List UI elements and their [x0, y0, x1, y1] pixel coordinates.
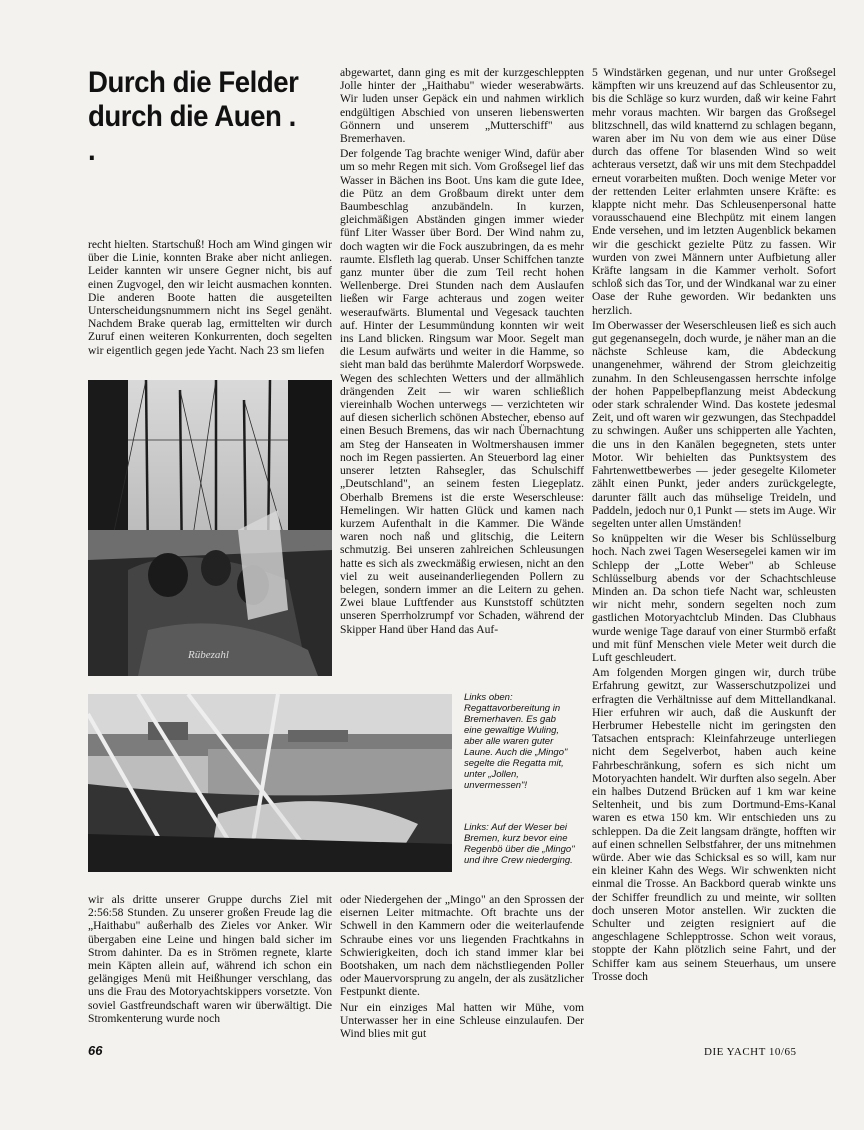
- hull-name-label: Rübezahl: [188, 649, 229, 661]
- paragraph: Im Oberwasser der Weserschleusen ließ es sich auch gut gegenansegeln, doch wurde, je näher man an die nächste Schleuse kam, die Abdeckung unangenehmer, während der Strom gleichzeitig zunahm. In den Schleusengassen herrschte infolge der hohen Pappelbepflanzung meist Abdeckung oder stark schralender Wind. Das kostete jedesmal Zeit, und oft waren wir gezwungen, das Stechpaddel zu schwingen. Außer uns schipperten alle Yachten, die uns in den Kanälen begegneten, stets unter Motor. Wir behielten das Punktsystem des Fahrtenwettbewerbes — jeder gesegelte Kilometer zählt einen Punkt, jeder anders zurückgelegte, darunter fällt auch das mühselige Treideln, und Paddeln, jedoch nur 0,1 Punkt — stets im Auge. Wir segelten unter allen Umständen!: [592, 318, 836, 530]
- photo-caption-top: Links oben: Regattavorbereitung in Bremerhaven. Es gab eine gewaltige Wuling, aber alle waren guter Laune. Auch die „Mingo" segelte die Regatta mit, unter „Jollen, unvermessen"!: [464, 692, 568, 791]
- photo-regatta-harbor: [88, 380, 332, 676]
- photo-caption-bottom: Links: Auf der Weser bei Bremen, kurz bevor eine Regenbö über die „Mingo" und ihre Crew niederging.: [464, 822, 575, 866]
- column-2-bottom: [340, 893, 584, 1042]
- paragraph: Der folgende Tag brachte weniger Wind, dafür aber um so mehr Regen mit sich. Vom Großsegel lief das Wasser in Bächen ins Boot. Uns kam die gute Idee, die Pütz an dem Großbaum direkt unter dem Baumbeschlag anzubändeln. In kurzen, gleichmäßigen Abständen gingen immer wieder fünf Liter Wasser über Bord. Der Wind nahm zu, doch wagten wir die Fock auszubringen, da es mehr raumte. Elsfleth lag querab. Unser Schiffchen tanzte ganz munter über die zum Teil recht hohen Wellenberge. Drei Stunden nach dem Auslaufen ließen wir Farge achteraus und zogen weiter weseraufwärts. Blumental und Vegesack tauchten auf. Hinter der Lesummündung konnten wir weit ins Land blicken. Ringsum war Moor. Segelt man die Lesum aufwärts und weiter in die Hamme, so sieht man bald das berühmte Malerdorf Worpswede. Wegen des schlechten Wetters und der allmählich drängenden Zeit — wir waren schließlich viereinhalb Wochen unterwegs — verzichteten wir auf diesen sicherlich schönen Abstecher, ebenso auf einen Besuch Bremens, das wir nach Übernachtung am Steg der Hanseaten in Woltmershausen immer noch im Regen passierten. An Steuerbord lag einer unserer letzten Rahsegler, das Schulschiff „Deutschland", an seinem festen Liegeplatz. Oberhalb Bremens ist die erste Weserschleuse: Hemelingen. Wir hatten Glück und kamen nach kurzem Aufenthalt in die Kammer. Die Wände waren noch naß und glitschig, die Leitern schmutzig. Bei unseren zahlreichen Schleusungen hatte es sich als zweckmäßig erwiesen, nicht an den viel zu weit auseinanderliegenden Pollern zu belegen, sondern immer an die Leitern zu gehen. Zwei blaue Luftfender aus Kunststoff schützten unseren Sperrholzrumpf vor Schaden, während der Skipper Hand über Hand das Auf-: [340, 147, 584, 636]
- magazine-footer: DIE YACHT 10/65: [704, 1046, 797, 1058]
- column-1-bottom: [88, 893, 332, 1027]
- paragraph: Am folgenden Morgen gingen wir, durch trübe Erfahrung gewitzt, zur Wasserschutzpolizei und erfragten die Verhältnisse auf dem Mittellandkanal. Hier erfuhren wir auch, daß die Auskunft der Herbrumer Hebestelle nicht im geringsten den Tatsachen entsprach: Kleinfahrzeuge unterliegen nicht dem Segelverbot, haben auch keine Fahrbeschränkung, sofern es sich nicht um Motoryachten handelt. Wir durften also segeln. Aber ein halbes Dutzend Brücken auf 1 km war keine Seltenheit, und bis zum Dortmund-Ems-Kanal waren es etwa 150 km. Wir entschieden uns zu schleppen. Da die Zeit langsam drängte, hofften wir auf einen schnellen Selbstfahrer, der uns mitnehmen würde. Aber wie das Schicksal es so will, kam nur ein kleiner Kahn des Wegs. Wir schwenkten nicht einmal die Trosse. An Backbord querab winkte uns der Schiffer freundlich zu und meinte, wir sollten doch unseren Motor anstellen. Wir zuckten die Schulter und zeigten resigniert auf die angeschlagene Schlepptrosse. Schon weit voraus, stoppte der Kahn plötzlich seine Fahrt, und der Schiffer kam aus seinem Steuerhaus, um unsere Trosse doch: [592, 666, 837, 983]
- paragraph: So knüppelten wir die Weser bis Schlüsselburg hoch. Nach zwei Tagen Wesersegelei kamen wir im Schlepp der „Lotte Weber" ab Schleuse Schlüsselburg abends vor der Schachtschleuse Minden an. Da schon tiefe Nacht war, schleusten wir nicht mehr, sondern segelten noch zum gastlichen Motoryachtclub Minden. Das Clubhaus wurde wenige Tage darauf von einer Sturmbö erfaßt und mit fünf Menschen viele Meter weit durch die Luft geschleudert.: [592, 532, 836, 664]
- paragraph: 5 Windstärken gegenan, und nur unter Großsegel kämpften wir uns kreuzend auf das Schleusentor zu, bis die Schläge so kurz wurden, daß wir keine Fahrt mehr voraus machten. Wir bargen das Großsegel blitzschnell, das wild knatternd zu schlagen begann, waren aber im Nu von dem wie aus einer Düse durch das offene Tor blasenden Wind so weit achteraus versetzt, daß wir uns mit dem Stechpaddel erneut vorarbeiten mußten. Doch wenige Meter vor der rettenden Leiter erlahmten unsere Kräfte: es klappte nicht mehr. Das Schleusenpersonal hatte vorausschauend eine Blechpütz mit einem langen Ende versehen, und im letzten Augenblick bekamen wir die geschickt gezielte Pütz zu fassen. Wir wurden von zwei Männern unter Aufbietung aller Kräfte langsam in die Kammer verholt. Sofort schloß sich das Tor, und der Windkanal war zu einer Oase der Ruhe geworden. Wir bedankten uns herzlich.: [592, 66, 836, 317]
- photo-weser-image: [88, 694, 452, 872]
- page-number: 66: [88, 1043, 103, 1058]
- column-1-top: [88, 238, 332, 359]
- paragraph: recht hielten. Startschuß! Hoch am Wind gingen wir über die Linie, konnten Brake aber nicht anliegen. Leider kannten wir unsere Gegner nicht, bis auf einen Zugvogel, den wir leicht ausmachen konnten. Die anderen Boote hatten die ausgeteilten Unterscheidungsnummern nicht ins Segel genäht. Nachdem Brake querab lag, ermittelten wir durch Zuruf einen weiteren Konkurrenten, doch segelten wir eigentlich gegen jede Yacht. Nach 23 sm liefen: [88, 238, 332, 357]
- paragraph: wir als dritte unserer Gruppe durchs Ziel mit 2:56:58 Stunden. Zu unserer großen Freude lag die „Haithabu" außerhalb des Zieles vor Anker. Wir übergaben eine Leine und hingen bald sicher im Strom dahinter. Da es in Strömen regnete, klarte mein Käpten allein auf, während ich schon ein gelängiges Menü mit Heißhunger verschlang, das uns die Frau des Motoryachtskippers vorsetzte. Von soviel Gastfreundschaft waren wir überwältigt. Die Stromkenterung wurde noch: [88, 893, 332, 1025]
- column-3: [592, 66, 836, 985]
- paragraph: Nur ein einziges Mal hatten wir Mühe, vom Unterwasser her in eine Schleuse einzulaufen. Der Wind blies mit gut: [340, 1000, 584, 1041]
- column-2-top: [340, 66, 584, 638]
- headline-line-2: durch die Auen . .: [88, 100, 296, 167]
- photo-weser-bremen: [88, 694, 452, 872]
- photo-regatta-image: [88, 380, 332, 676]
- paragraph: abgewartet, dann ging es mit der kurzgeschleppten Jolle hinter der „Haithabu" wieder weserabwärts. Wir luden unser Gepäck ein und nahmen wirklich endgültigen Abschied von unseren liebenswerten Gönnern und unserem „Mutterschiff" aus Bremerhaven.: [340, 66, 584, 146]
- paragraph: oder Niedergehen der „Mingo" an den Sprossen der eisernen Leiter mitmachte. Oft brachte uns der Schwell in den Kammern oder die weiterlaufende Schraube eines vor uns liegenden Frachtkahns in Schwierigkeiten, doch ich stand immer klar bei Bootshaken, um nach dem nächstliegenden Poller oder Mauervorsprung zu angeln, der als zusätzlicher Festpunkt diente.: [340, 893, 584, 999]
- article-headline: [88, 66, 309, 168]
- headline-line-1: Durch die Felder: [88, 66, 299, 99]
